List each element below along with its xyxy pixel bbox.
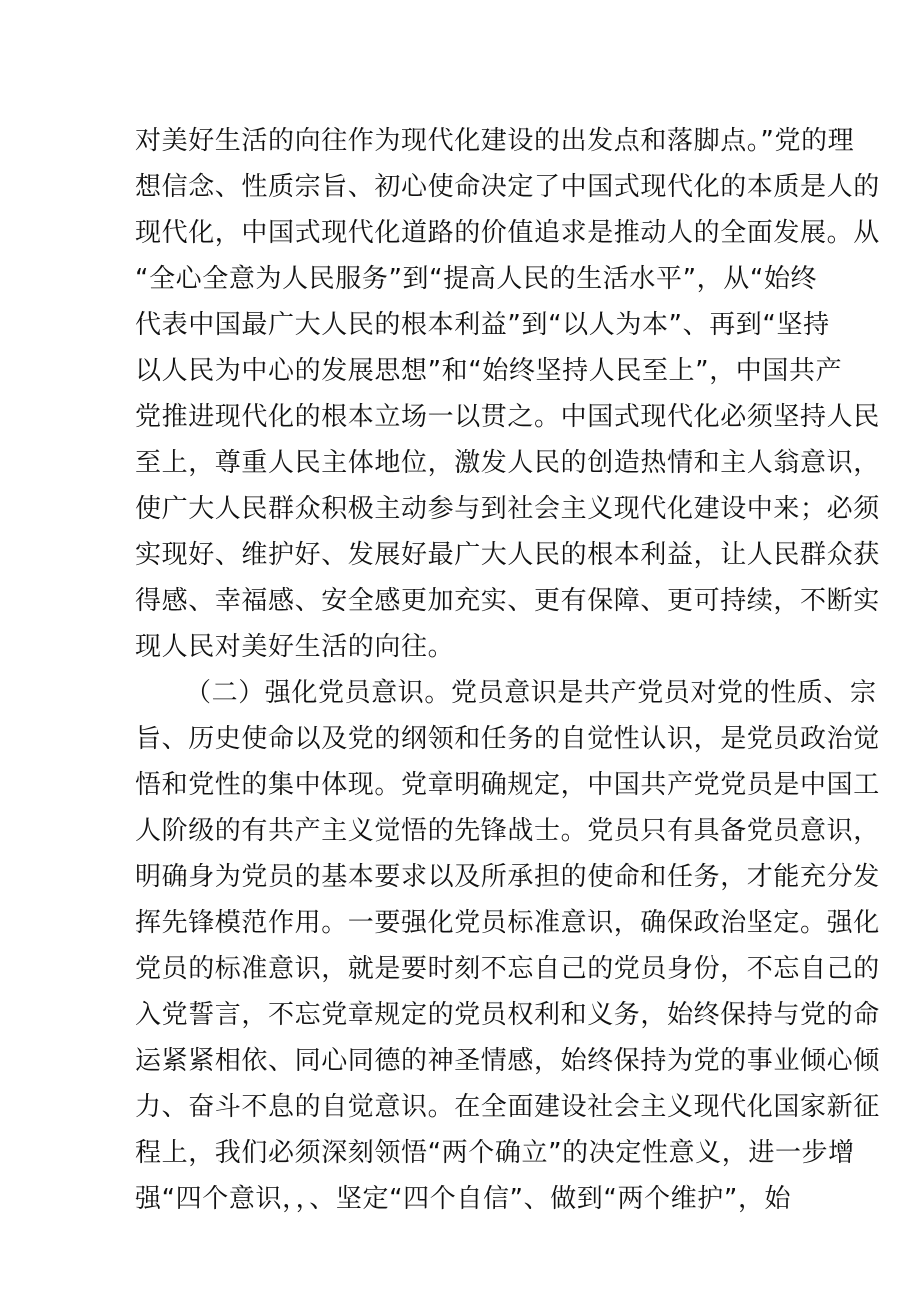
text-line: 现代化，中国式现代化道路的价值追求是推动人的全面发展。从	[135, 218, 880, 248]
text-line: 挥先锋模范作用。一要强化党员标准意识，确保政治坚定。强化	[135, 908, 880, 938]
text-line: 对美好生活的向往作为现代化建设的出发点和落脚点。”党的理	[135, 126, 855, 156]
text-line: “全心全意为人民服务”到“提高人民的生活水平”，从“始终	[135, 264, 818, 294]
text-line: 明确身为党员的基本要求以及所承担的使命和任务，才能充分发	[135, 862, 880, 892]
text-line: 入党誓言，不忘党章规定的党员权利和义务，始终保持与党的命	[135, 1000, 880, 1030]
text-line: 代表中国最广大人民的根本利益”到“以人为本”、再到“坚持	[135, 310, 830, 340]
text-line: 党推进现代化的根本立场一以贯之。中国式现代化必须坚持人民	[135, 402, 880, 432]
text-line: 程上，我们必须深刻领悟“两个确立”的决定性意义，进一步增	[135, 1138, 855, 1168]
text-line: 想信念、性质宗旨、初心使命决定了中国式现代化的本质是人的	[135, 172, 880, 202]
text-line: 至上，尊重人民主体地位，激发人民的创造热情和主人翁意识，	[135, 448, 880, 478]
text-line: 悟和党性的集中体现。党章明确规定，中国共产党党员是中国工	[135, 770, 880, 800]
text-line: 得感、幸福感、安全感更加充实、更有保障、更可持续，不断实	[135, 586, 880, 616]
text-line: 人阶级的有共产主义觉悟的先锋战士。党员只有具备党员意识，	[135, 816, 880, 846]
text-line: 运紧紧相依、同心同德的神圣情感，始终保持为党的事业倾心倾	[135, 1046, 880, 1076]
text-line: 现人民对美好生活的向往。	[135, 632, 455, 662]
text-line: 实现好、维护好、发展好最广大人民的根本利益，让人民群众获	[135, 540, 880, 570]
text-line: 党员的标准意识，就是要时刻不忘自己的党员身份，不忘自己的	[135, 954, 880, 984]
text-line: 力、奋斗不息的自觉意识。在全面建设社会主义现代化国家新征	[135, 1092, 880, 1122]
text-line: 使广大人民群众积极主动参与到社会主义现代化建设中来；必须	[135, 494, 880, 524]
text-line: 旨、历史使命以及党的纲领和任务的自觉性认识，是党员政治觉	[135, 724, 880, 754]
paragraph-heading-line: （二）强化党员意识。党员意识是共产党员对党的性质、宗	[185, 678, 877, 708]
text-line: 以人民为中心的发展思想”和“始终坚持人民至上”，中国共产	[135, 356, 843, 386]
text-line: 强“四个意识，，、坚定“四个自信”、做到“两个维护”，始	[135, 1184, 792, 1214]
